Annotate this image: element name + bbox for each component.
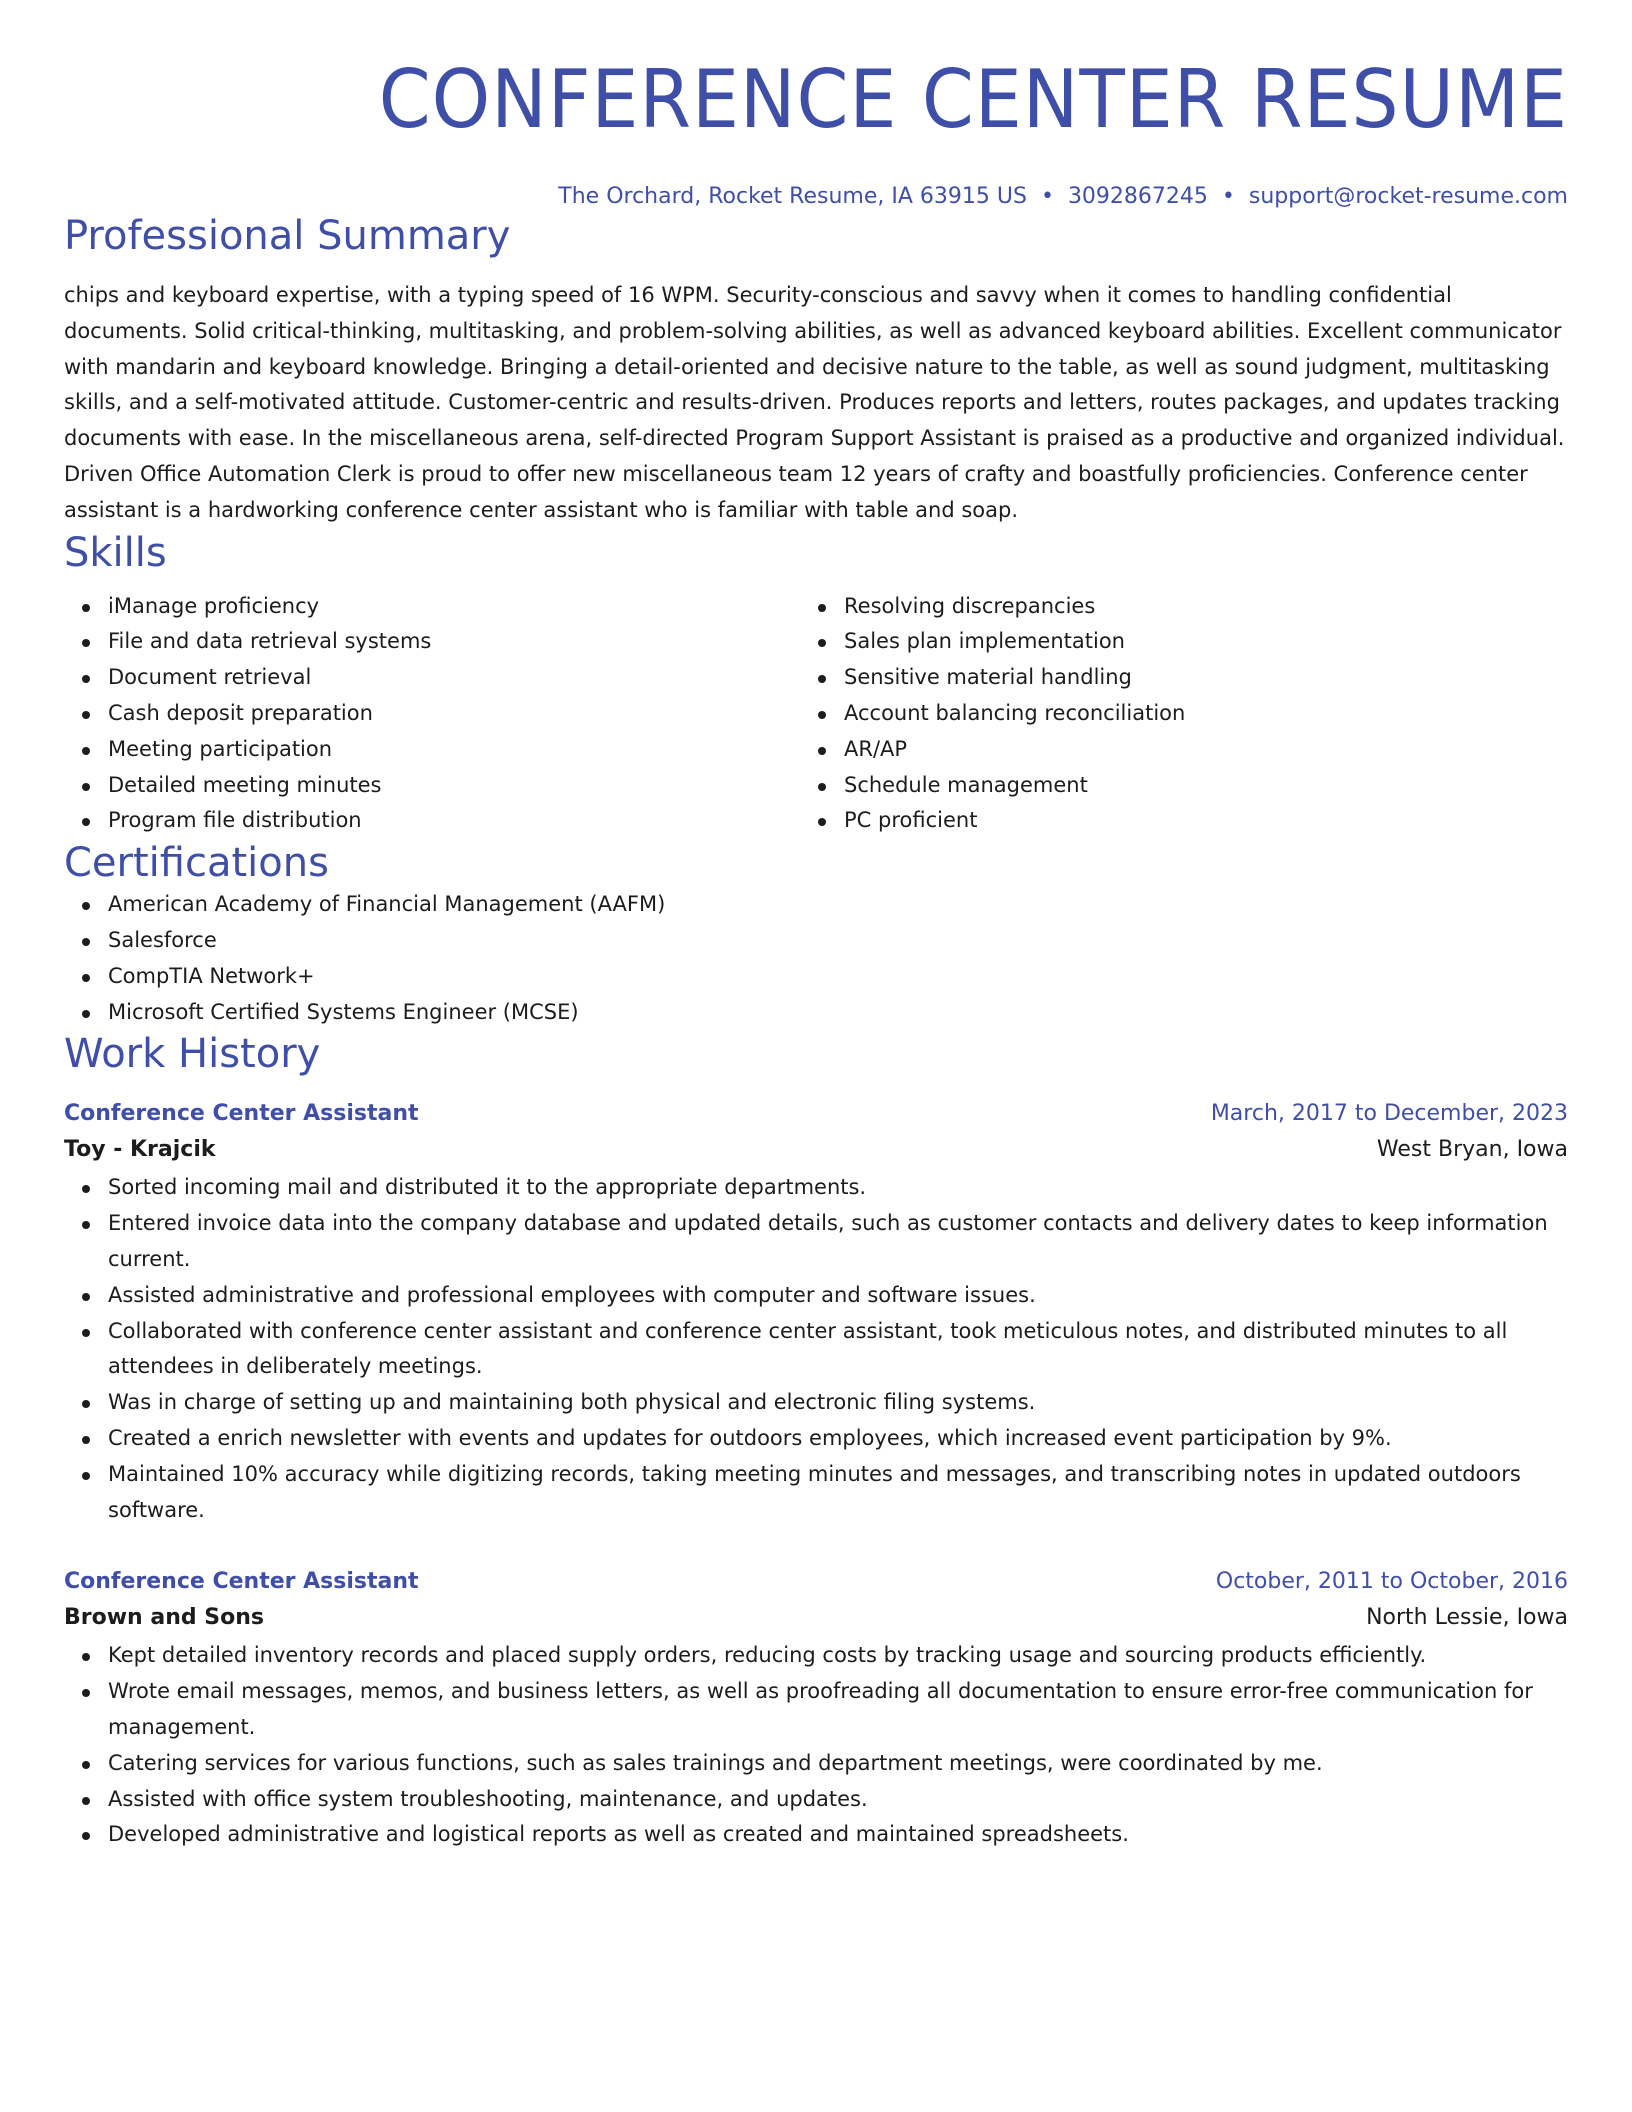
resume-title: CONFERENCE CENTER RESUME [378,53,1568,146]
skills-grid [64,589,1568,840]
job-bullet: Kept detailed inventory records and placed supply orders, reducing costs by tracking usage and sourcing products efficiently. [64,1638,1568,1674]
skill-item: File and data retrieval systems [64,624,800,660]
skill-item: Document retrieval [64,660,800,696]
job-subheader [64,1598,1568,1638]
job-dates: October, 2011 to October, 2016 [1215,1569,1568,1595]
address: The Orchard, Rocket Resume, IA 63915 US [558,184,1027,209]
skill-item: Sensitive material handling [800,660,1536,696]
job-bullet: Catering services for various functions, such as sales trainings and department meetings, were coordinated by me. [64,1746,1568,1782]
skill-item: Meeting participation [64,732,800,768]
contact-separator: • [1221,184,1235,209]
job-bullets [64,1170,1568,1528]
certification-item: Salesforce [64,923,1568,959]
job-entry [64,1566,1568,1853]
job-bullet: Developed administrative and logistical reports as well as created and maintained spreadsheets. [64,1817,1568,1853]
job-dates: March, 2017 to December, 2023 [1210,1101,1568,1127]
certifications-heading: Certifications [64,840,329,887]
skill-item: Account balancing reconciliation [800,696,1536,732]
skill-item: Program file distribution [64,803,800,839]
certification-item: American Academy of Financial Management (AAFM) [64,887,1568,923]
contact-line [64,182,1568,212]
skill-item: Schedule management [800,768,1536,804]
phone: 3092867245 [1067,184,1208,209]
skill-item: Resolving discrepancies [800,589,1536,625]
certification-item: Microsoft Certified Systems Engineer (MCSE) [64,995,1568,1031]
job-bullet: Assisted administrative and professional employees with computer and software issues. [64,1278,1568,1314]
job-subheader [64,1130,1568,1170]
certification-item: CompTIA Network+ [64,959,1568,995]
skill-item: Detailed meeting minutes [64,768,800,804]
skills-list-left [64,589,800,840]
job-bullet: Was in charge of setting up and maintaining both physical and electronic filing systems. [64,1385,1568,1421]
job-bullets [64,1638,1568,1853]
skills-column-right [800,589,1536,840]
job-bullet: Sorted incoming mail and distributed it to the appropriate departments. [64,1170,1568,1206]
contact-separator: • [1040,184,1054,209]
job-location: West Bryan, Iowa [1376,1137,1568,1163]
job-bullet: Assisted with office system troubleshooting, maintenance, and updates. [64,1782,1568,1818]
summary-text: chips and keyboard expertise, with a typing speed of 16 WPM. Security-conscious and savvy when it comes to handling confidential documents. Solid critical-thinking, multitasking, and problem-solving abilities, as well as advanced keyboard abilities. Excellent communicator with mandarin and keyboard knowledge. Bringing a detail-oriented and decisive nature to the table, as well as sound judgment, multitasking skills, and a self-motivated attitude. Customer-centric and results-driven. Produces reports and letters, routes packages, and updates tracking documents with ease. In the miscellaneous arena, self-directed Program Support Assistant is praised as a productive and organized individual. Driven Office Automation Clerk is proud to offer new miscellaneous team 12 years of crafty and boastfully proficiencies. Conference center assistant is a hardworking conference center assistant who is familiar with table and soap. [64,283,1565,522]
skills-column-left [64,589,800,840]
skill-item: Sales plan implementation [800,624,1536,660]
job-bullet: Wrote email messages, memos, and business letters, as well as proofreading all documentation to ensure error-free communication for management. [64,1674,1568,1746]
job-location: North Lessie, Iowa [1366,1605,1568,1631]
job-bullet: Collaborated with conference center assistant and conference center assistant, took meticulous notes, and distributed minutes to all attendees in deliberately meetings. [64,1314,1568,1386]
job-header [64,1566,1568,1598]
job-company: Toy - Krajcik [64,1137,216,1163]
job-bullet: Maintained 10% accuracy while digitizing records, taking meeting minutes and messages, and transcribing notes in updated outdoors software. [64,1457,1568,1529]
job-company: Brown and Sons [64,1605,265,1631]
work-history-heading: Work History [64,1031,321,1078]
skills-heading: Skills [64,529,167,576]
skill-item: AR/AP [800,732,1536,768]
skills-list-right [800,589,1536,840]
skill-item: PC proficient [800,803,1536,839]
job-title: Conference Center Assistant [64,1101,419,1127]
summary-heading: Professional Summary [64,213,511,259]
job-bullet: Entered invoice data into the company database and updated details, such as customer contacts and delivery dates to keep information current. [64,1206,1568,1278]
job-entry [64,1098,1568,1528]
email: support@rocket-resume.com [1248,184,1568,209]
job-title: Conference Center Assistant [64,1569,419,1595]
skill-item: iManage proficiency [64,589,800,625]
job-header [64,1098,1568,1130]
job-bullet: Created a enrich newsletter with events and updates for outdoors employees, which increased event participation by 9%. [64,1421,1568,1457]
certifications-list [64,887,1568,1030]
skill-item: Cash deposit preparation [64,696,800,732]
